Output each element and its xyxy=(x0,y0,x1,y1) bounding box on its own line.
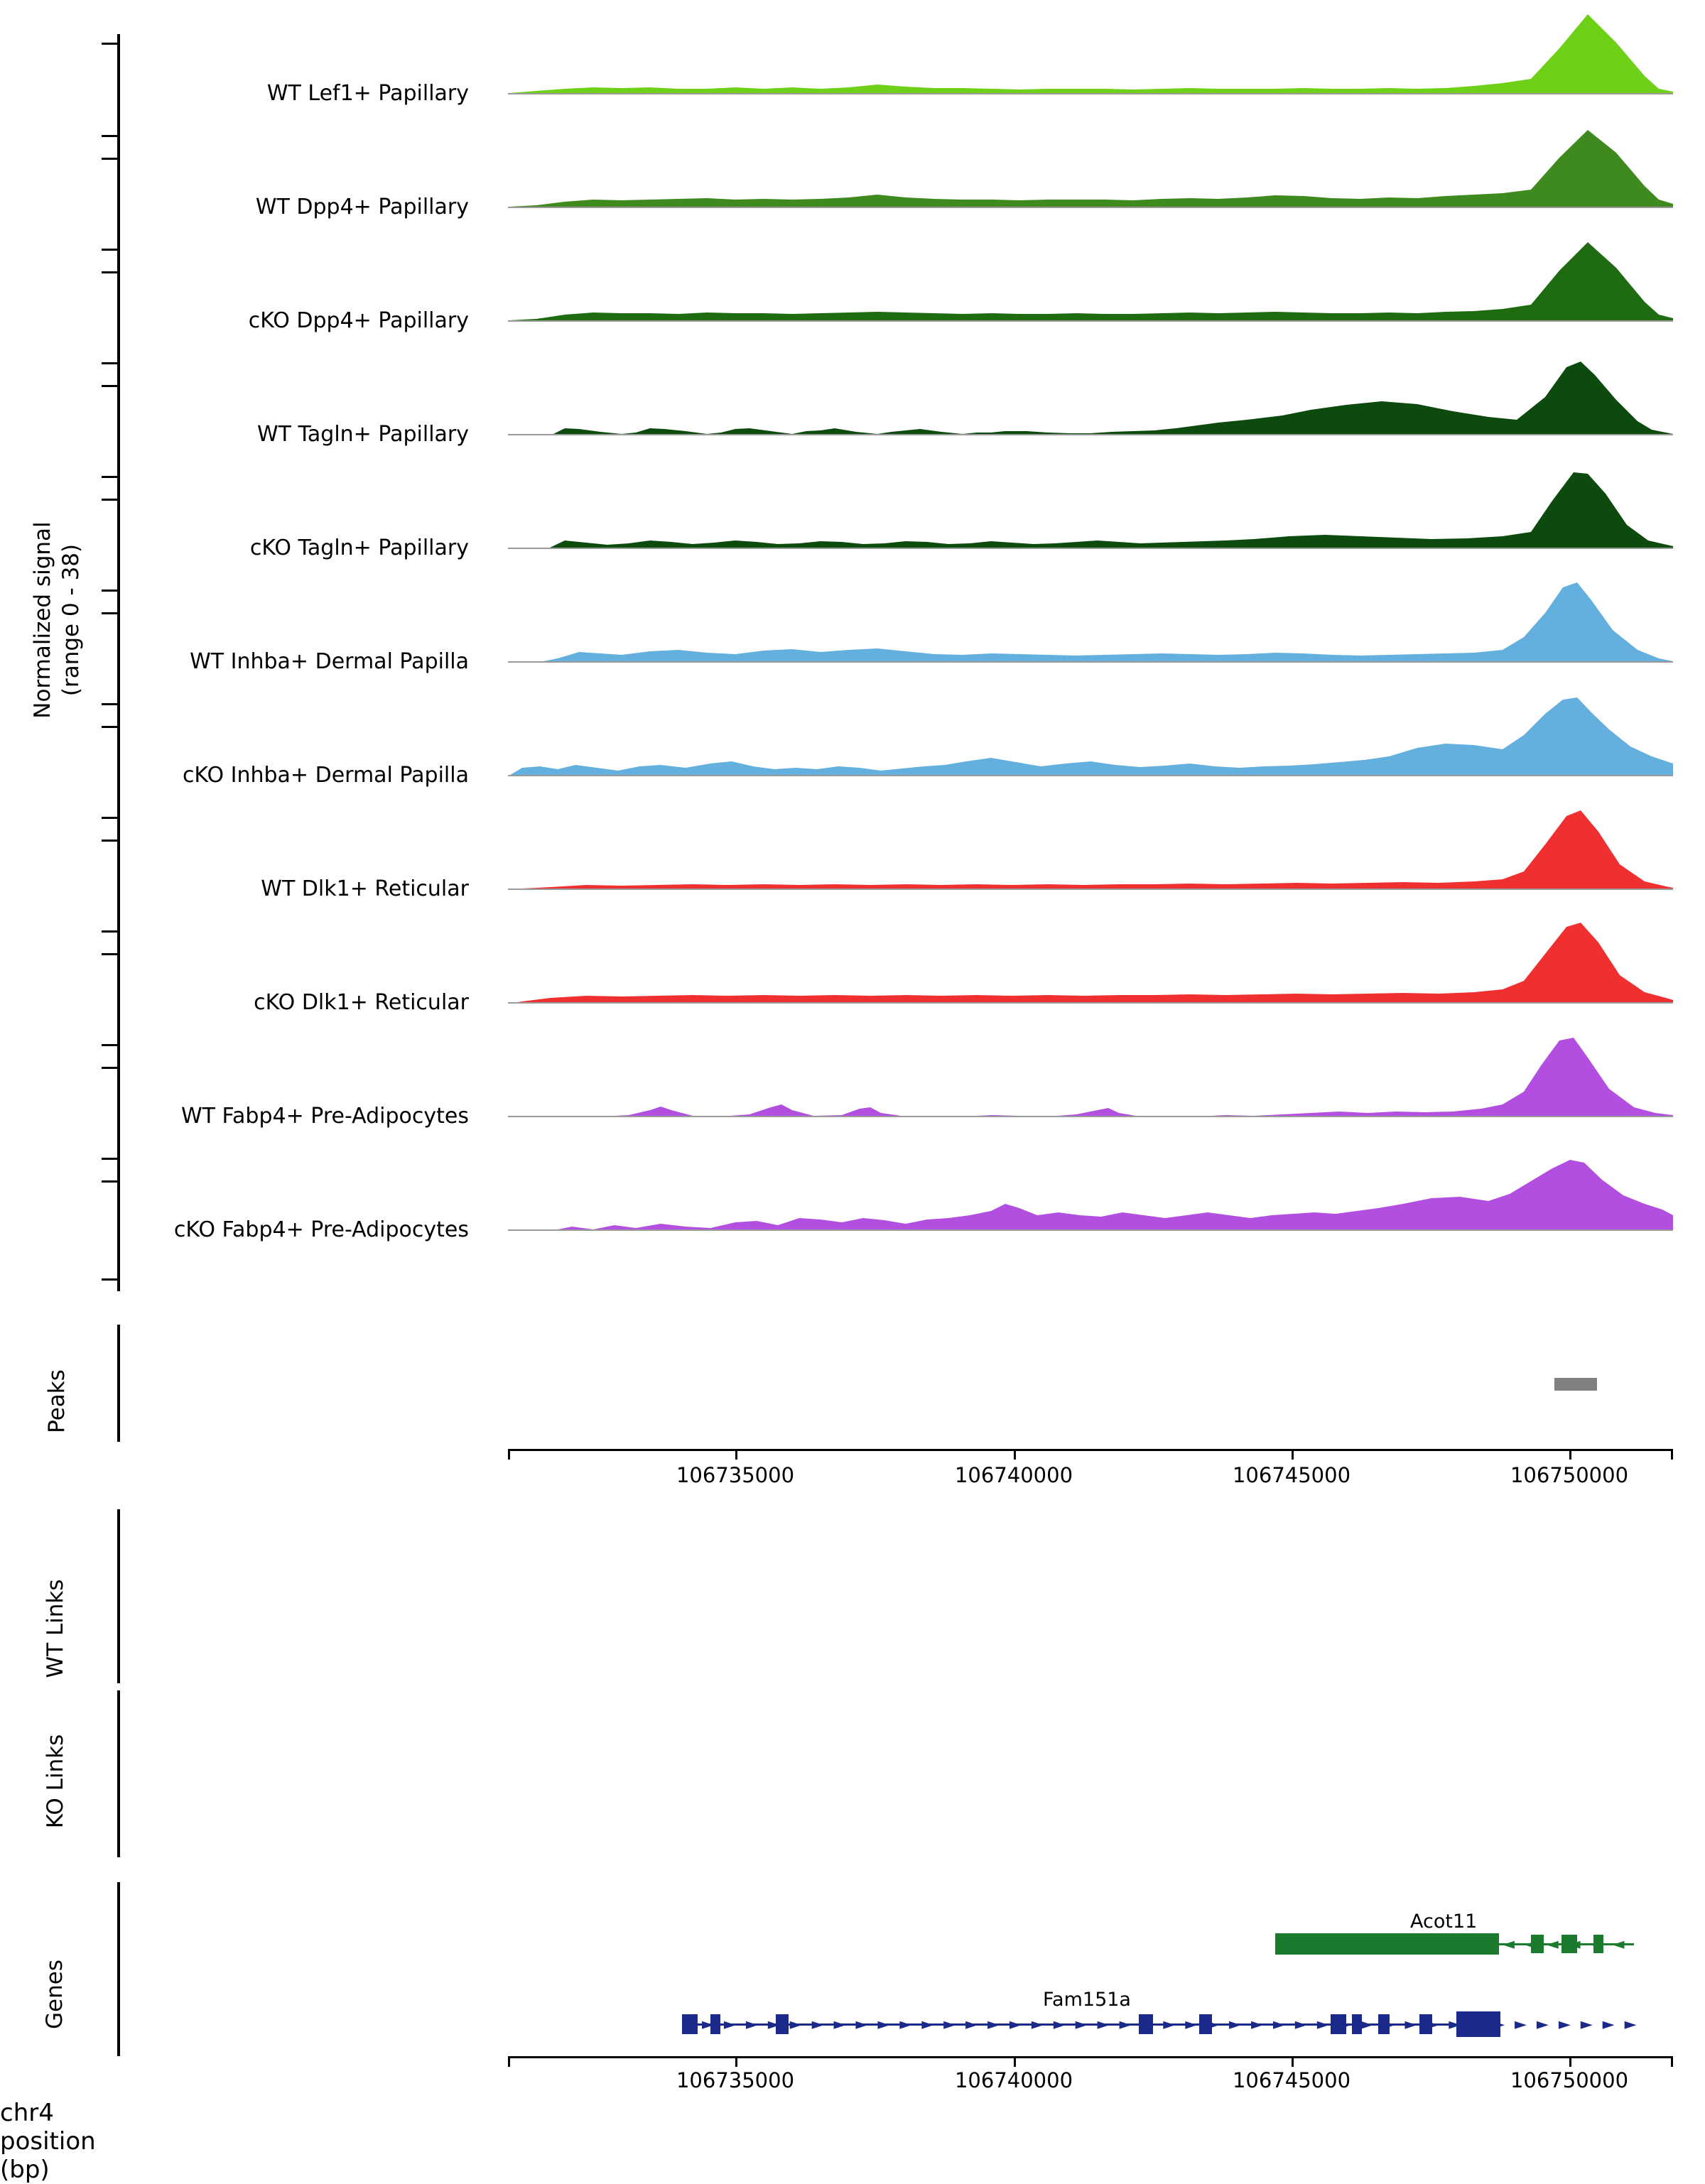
gene-strand-arrows: ►►►►►►►►►►►►►►►►►►►►►►►►►►►►►►►►►►►►►►►►►►► xyxy=(702,2016,1647,2033)
y-axis-label-line1: Normalized signal xyxy=(30,521,55,719)
gene-exon xyxy=(682,2014,698,2034)
gene-label: Acot11 xyxy=(1410,1911,1478,1933)
genes-axis-label: Genes xyxy=(42,1960,67,2029)
track-plot xyxy=(508,124,1673,208)
track-baseline xyxy=(508,889,1673,890)
track-baseline xyxy=(508,93,1673,94)
track-label: WT Fabp4+ Pre-Adipocytes xyxy=(181,1104,469,1129)
track-baseline xyxy=(508,320,1673,322)
x-tick-label: 106735000 xyxy=(676,2068,795,2092)
track-plot xyxy=(508,579,1673,663)
track-baseline xyxy=(508,1229,1673,1231)
wt-links-axis-label: WT Links xyxy=(43,1579,68,1678)
track-plot xyxy=(508,11,1673,94)
track-plot xyxy=(508,465,1673,549)
x-tick-label: 106745000 xyxy=(1232,1463,1351,1487)
x-tick-label: 106750000 xyxy=(1510,2068,1629,2092)
x-tick-label: 106740000 xyxy=(954,2068,1073,2092)
gene-label: Fam151a xyxy=(1043,1989,1131,2011)
gene-strand-arrows: ◄◄◄◄◄◄ xyxy=(1503,1935,1635,1953)
ko-links-axis-label: KO Links xyxy=(43,1734,68,1829)
track-baseline xyxy=(508,661,1673,663)
track-plot xyxy=(508,1147,1673,1231)
track-label: cKO Fabp4+ Pre-Adipocytes xyxy=(173,1217,469,1242)
track-label: WT Dpp4+ Papillary xyxy=(255,195,469,219)
track-baseline xyxy=(508,1116,1673,1117)
x-tick-label: 106735000 xyxy=(676,1463,795,1487)
track-label: WT Lef1+ Papillary xyxy=(266,81,469,106)
track-baseline xyxy=(508,434,1673,435)
track-plot xyxy=(508,1033,1673,1117)
wt-links-axis-spine xyxy=(117,1509,120,1683)
track-plot xyxy=(508,806,1673,890)
track-label: cKO Inhba+ Dermal Papilla xyxy=(182,763,469,788)
track-baseline xyxy=(508,207,1673,208)
x-tick-label: 106745000 xyxy=(1232,2068,1351,2092)
track-label: cKO Dlk1+ Reticular xyxy=(254,990,469,1015)
track-label: WT Inhba+ Dermal Papilla xyxy=(190,649,469,674)
track-label: cKO Dpp4+ Papillary xyxy=(248,308,469,333)
track-label: WT Dlk1+ Reticular xyxy=(261,876,469,901)
genes-axis-spine xyxy=(117,1882,120,2056)
peaks-axis-label: Peaks xyxy=(44,1369,70,1433)
track-baseline xyxy=(508,548,1673,549)
gene-body xyxy=(1275,1933,1499,1955)
peaks-axis-spine xyxy=(117,1325,120,1442)
ko-links-axis-spine xyxy=(117,1690,120,1857)
track-plot xyxy=(508,692,1673,776)
track-label: cKO Tagln+ Papillary xyxy=(249,536,469,560)
track-plot xyxy=(508,238,1673,322)
x-tick-label: 106740000 xyxy=(954,1463,1073,1487)
y-axis-label-line2: (range 0 - 38) xyxy=(58,543,84,697)
track-plot xyxy=(508,352,1673,435)
track-baseline xyxy=(508,1002,1673,1004)
peak-region xyxy=(1554,1378,1597,1391)
track-baseline xyxy=(508,775,1673,776)
x-tick-label: 106750000 xyxy=(1510,1463,1629,1487)
track-plot xyxy=(508,920,1673,1004)
track-label: WT Tagln+ Papillary xyxy=(257,422,469,447)
